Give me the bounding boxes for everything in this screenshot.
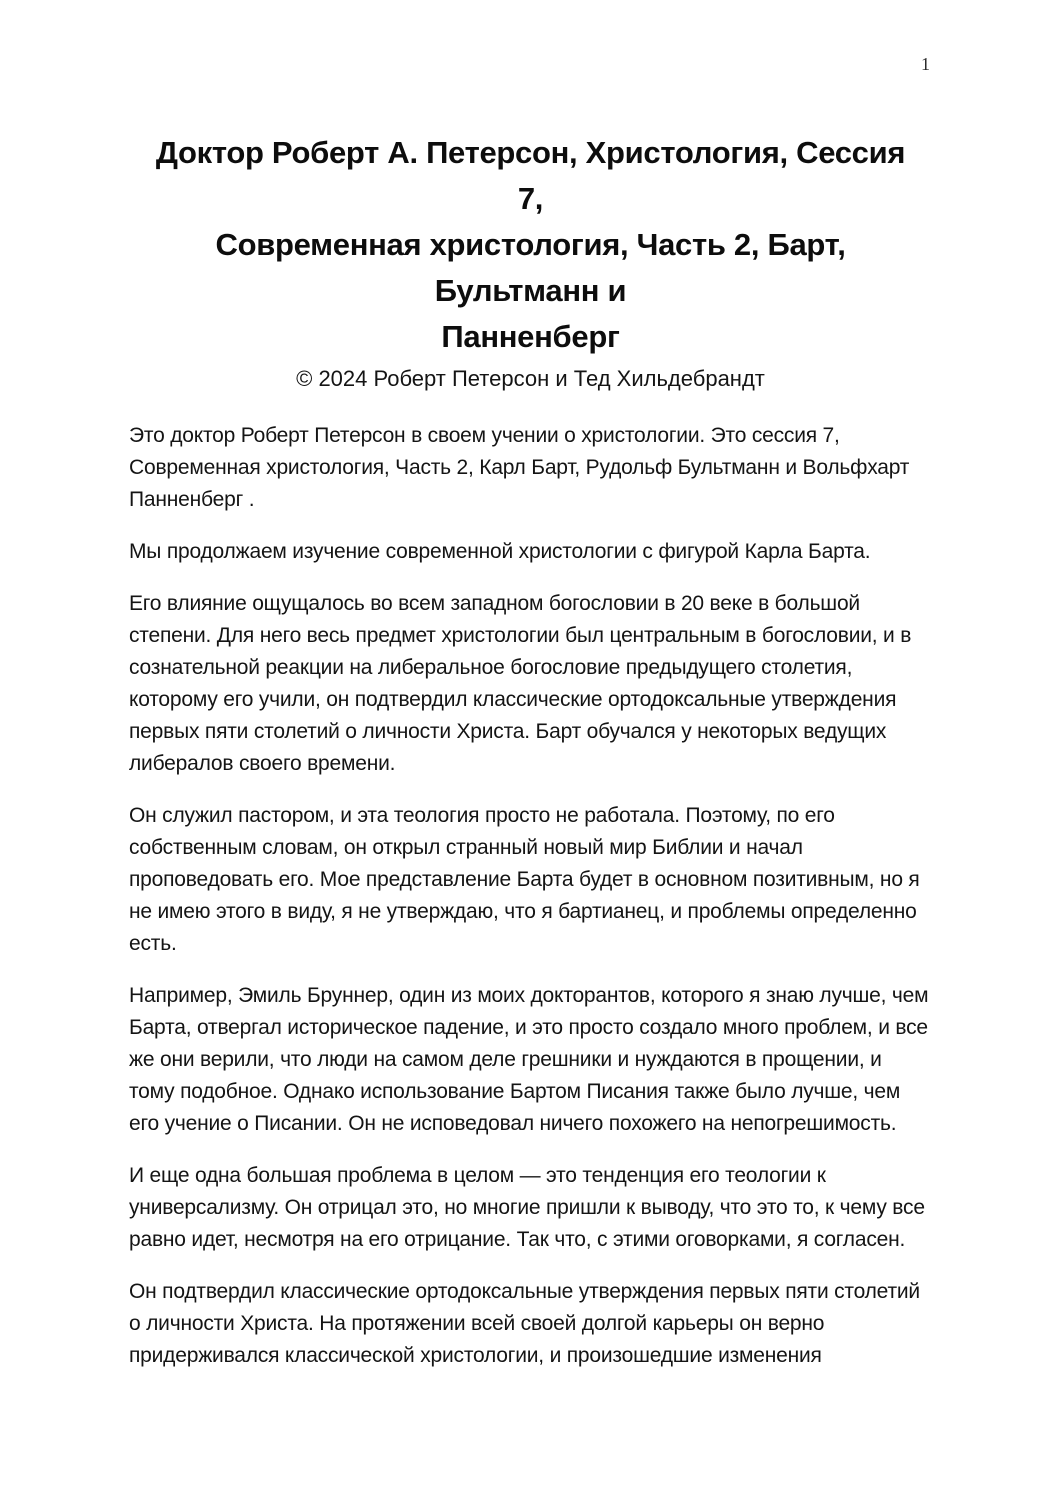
document-title-line: 7, (517, 181, 544, 216)
document-title-line: Современная христология, Часть 2, Барт, (215, 227, 846, 262)
document-body (129, 420, 932, 1372)
paragraph: Мы продолжаем изучение современной христологии с фигурой Карла Барта. (129, 540, 871, 563)
paragraph: Например, Эмиль Бруннер, один из моих докторантов, которого я знаю лучше, чем Барта, отвергал историческое падение, и это просто создало много проблем, и все же они верили, что люди на самом деле грешники и нуждаются в прощении, и тому подобное. Однако использование Бартом Писания также было лучше, чем его учение о Писании. Он не исповедовал ничего похожего на непогрешимость. (129, 984, 929, 1135)
document-title-line: Панненберг (441, 319, 620, 354)
paragraph: Это доктор Роберт Петерсон в своем учении о христологии. Это сессия 7, Современная христология, Часть 2, Карл Барт, Рудольф Бультманн и Вольфхарт Панненберг . (129, 424, 910, 511)
paragraph: Он служил пастором, и эта теология просто не работала. Поэтому, по его собственным словам, он открыл странный новый мир Библии и начал проповедовать его. Мое представление Барта будет в основном позитивным, но я не имею этого в виду, я не утверждаю, что я бартианец, и проблемы определенно есть. (129, 804, 920, 955)
document-title-line: Доктор Роберт А. Петерсон, Христология, Сессия (155, 135, 906, 170)
paragraph: Его влияние ощущалось во всем западном богословии в 20 веке в большой степени. Для него весь предмет христологии был центральным в богословии, и в сознательной реакции на либеральное богословие предыдущего столетия, которому его учили, он подтвердил классические ортодоксальные утверждения первых пяти столетий о личности Христа. Барт обучался у некоторых ведущих либералов своего времени. (129, 592, 912, 775)
paragraph: Он подтвердил классические ортодоксальные утверждения первых пяти столетий о личности Христа. На протяжении всей своей долгой карьеры он верно придерживался классической христологии, и произошедшие изменения (129, 1280, 920, 1367)
paragraph: И еще одна большая проблема в целом — это тенденция его теологии к универсализму. Он отрицал это, но многие пришли к выводу, что это то, к чему все равно идет, несмотря на его отрицание. Так что, с этими оговорками, я согласен. (129, 1164, 925, 1251)
page-number: 1 (921, 54, 930, 74)
document-title (129, 130, 932, 360)
document-title-line: Бультманн и (434, 273, 627, 308)
copyright-line: © 2024 Роберт Петерсон и Тед Хильдебрандт (296, 366, 765, 391)
